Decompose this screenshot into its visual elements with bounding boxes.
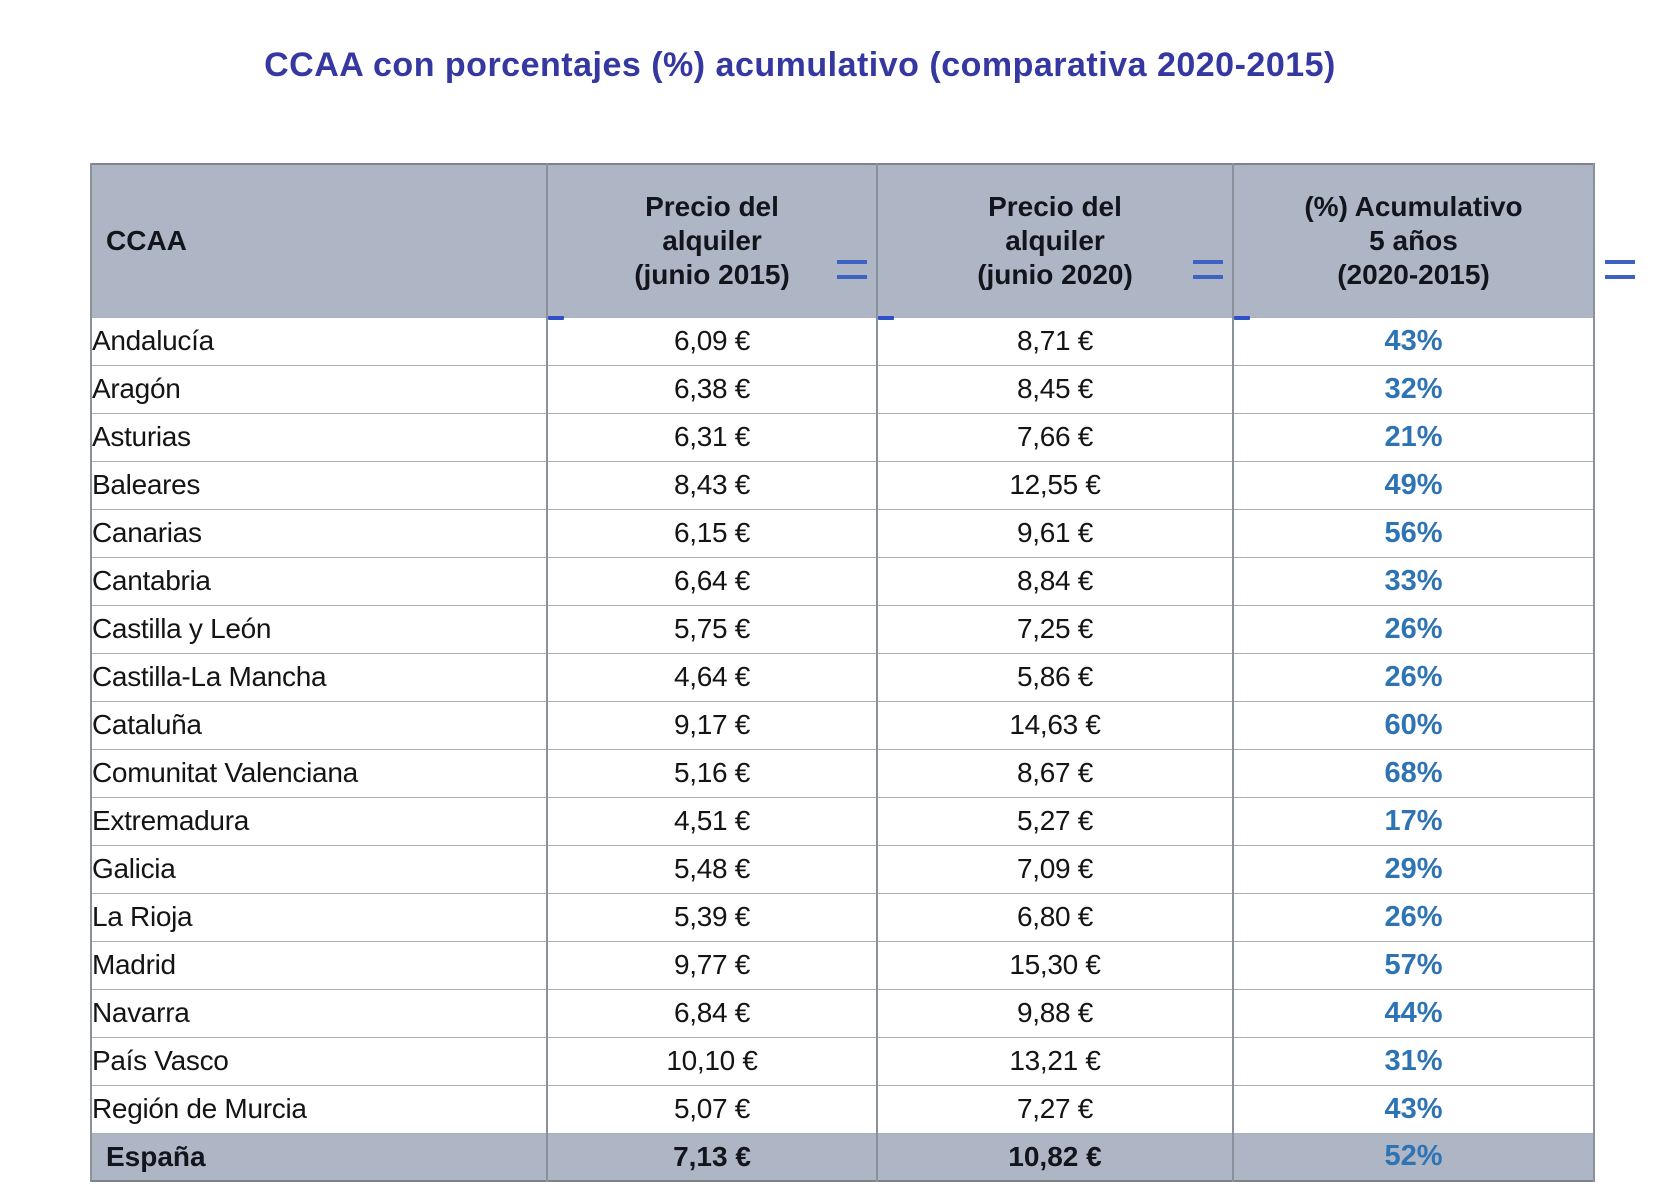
percentage-cell: 32% <box>1233 365 1594 413</box>
total-price-2020-cell: 10,82 € <box>877 1133 1233 1181</box>
percentage-cell: 43% <box>1233 1085 1594 1133</box>
percentage-cell: 26% <box>1233 893 1594 941</box>
header-ccaa-label: CCAA <box>106 224 187 256</box>
header-row <box>91 164 1594 317</box>
percentage-cell: 43% <box>1233 317 1594 365</box>
table-footer <box>91 1133 1594 1181</box>
percentage-cell: 56% <box>1233 509 1594 557</box>
price-2015-cell: 6,84 € <box>547 989 877 1037</box>
price-2020-cell: 8,45 € <box>877 365 1233 413</box>
percentage-cell: 17% <box>1233 797 1594 845</box>
percentage-cell: 57% <box>1233 941 1594 989</box>
percentage-cell: 31% <box>1233 1037 1594 1085</box>
price-2015-cell: 6,09 € <box>547 317 877 365</box>
table-header <box>91 164 1594 317</box>
price-2015-cell: 5,07 € <box>547 1085 877 1133</box>
total-row <box>91 1133 1594 1181</box>
header-precio-2015: Precio del alquiler (junio 2015) <box>547 164 877 317</box>
anchor-mark-icon <box>548 316 564 320</box>
ccaa-table <box>90 163 1595 1182</box>
table-row <box>91 845 1594 893</box>
price-2020-cell: 7,09 € <box>877 845 1233 893</box>
region-name-cell: Extremadura <box>91 797 547 845</box>
region-name-cell: Baleares <box>91 461 547 509</box>
price-2015-cell: 6,38 € <box>547 365 877 413</box>
region-name-cell: Región de Murcia <box>91 1085 547 1133</box>
table-row <box>91 893 1594 941</box>
table-row <box>91 797 1594 845</box>
price-2015-cell: 5,48 € <box>547 845 877 893</box>
table-row <box>91 701 1594 749</box>
anchor-mark-icon <box>1234 316 1250 320</box>
price-2020-cell: 5,27 € <box>877 797 1233 845</box>
table-row <box>91 941 1594 989</box>
percentage-cell: 21% <box>1233 413 1594 461</box>
price-2020-cell: 6,80 € <box>877 893 1233 941</box>
price-2020-cell: 8,84 € <box>877 557 1233 605</box>
equals-mark-icon <box>1193 260 1223 279</box>
region-name-cell: Navarra <box>91 989 547 1037</box>
region-name-cell: Comunitat Valenciana <box>91 749 547 797</box>
table-row <box>91 317 1594 365</box>
price-2020-cell: 7,25 € <box>877 605 1233 653</box>
price-2020-cell: 8,67 € <box>877 749 1233 797</box>
region-name-cell: Castilla y León <box>91 605 547 653</box>
header-acumulativo: (%) Acumulativo 5 años (2020-2015) <box>1233 164 1594 317</box>
price-2015-cell: 4,51 € <box>547 797 877 845</box>
region-name-cell: Cataluña <box>91 701 547 749</box>
price-2020-cell: 12,55 € <box>877 461 1233 509</box>
price-2020-cell: 7,66 € <box>877 413 1233 461</box>
price-2015-cell: 5,16 € <box>547 749 877 797</box>
price-2015-cell: 8,43 € <box>547 461 877 509</box>
percentage-cell: 60% <box>1233 701 1594 749</box>
percentage-cell: 44% <box>1233 989 1594 1037</box>
table-body <box>91 317 1594 1133</box>
table-row <box>91 461 1594 509</box>
region-name-cell: País Vasco <box>91 1037 547 1085</box>
price-2020-cell: 13,21 € <box>877 1037 1233 1085</box>
price-2020-cell: 5,86 € <box>877 653 1233 701</box>
percentage-cell: 26% <box>1233 605 1594 653</box>
total-price-2015-cell: 7,13 € <box>547 1133 877 1181</box>
table-row <box>91 749 1594 797</box>
price-2020-cell: 7,27 € <box>877 1085 1233 1133</box>
table-row <box>91 1085 1594 1133</box>
table-row <box>91 509 1594 557</box>
header-precio-2020: Precio del alquiler (junio 2020) <box>877 164 1233 317</box>
total-name-cell: España <box>91 1133 547 1181</box>
region-name-cell: La Rioja <box>91 893 547 941</box>
table-row <box>91 365 1594 413</box>
region-name-cell: Madrid <box>91 941 547 989</box>
table-row <box>91 605 1594 653</box>
page-title: CCAA con porcentajes (%) acumulativo (comparativa 2020-2015) <box>264 46 1336 84</box>
region-name-cell: Galicia <box>91 845 547 893</box>
price-2020-cell: 15,30 € <box>877 941 1233 989</box>
table-row <box>91 557 1594 605</box>
region-name-cell: Aragón <box>91 365 547 413</box>
percentage-cell: 68% <box>1233 749 1594 797</box>
percentage-cell: 29% <box>1233 845 1594 893</box>
price-2015-cell: 9,77 € <box>547 941 877 989</box>
price-2020-cell: 8,71 € <box>877 317 1233 365</box>
region-name-cell: Canarias <box>91 509 547 557</box>
price-2015-cell: 9,17 € <box>547 701 877 749</box>
percentage-cell: 49% <box>1233 461 1594 509</box>
table-row <box>91 413 1594 461</box>
equals-mark-icon <box>837 260 867 279</box>
price-2020-cell: 14,63 € <box>877 701 1233 749</box>
table-row <box>91 1037 1594 1085</box>
region-name-cell: Cantabria <box>91 557 547 605</box>
table-row <box>91 989 1594 1037</box>
price-2015-cell: 6,31 € <box>547 413 877 461</box>
equals-mark-icon <box>1605 260 1635 279</box>
price-2020-cell: 9,88 € <box>877 989 1233 1037</box>
price-2015-cell: 10,10 € <box>547 1037 877 1085</box>
region-name-cell: Castilla-La Mancha <box>91 653 547 701</box>
price-2015-cell: 5,39 € <box>547 893 877 941</box>
percentage-cell: 26% <box>1233 653 1594 701</box>
price-2015-cell: 6,15 € <box>547 509 877 557</box>
region-name-cell: Andalucía <box>91 317 547 365</box>
price-2020-cell: 9,61 € <box>877 509 1233 557</box>
percentage-cell: 33% <box>1233 557 1594 605</box>
total-percentage-cell: 52% <box>1233 1133 1594 1181</box>
price-2015-cell: 6,64 € <box>547 557 877 605</box>
price-2015-cell: 4,64 € <box>547 653 877 701</box>
price-2015-cell: 5,75 € <box>547 605 877 653</box>
ccaa-table-container <box>90 163 1593 1182</box>
table-row <box>91 653 1594 701</box>
anchor-mark-icon <box>878 316 894 320</box>
region-name-cell: Asturias <box>91 413 547 461</box>
header-ccaa <box>91 164 547 317</box>
